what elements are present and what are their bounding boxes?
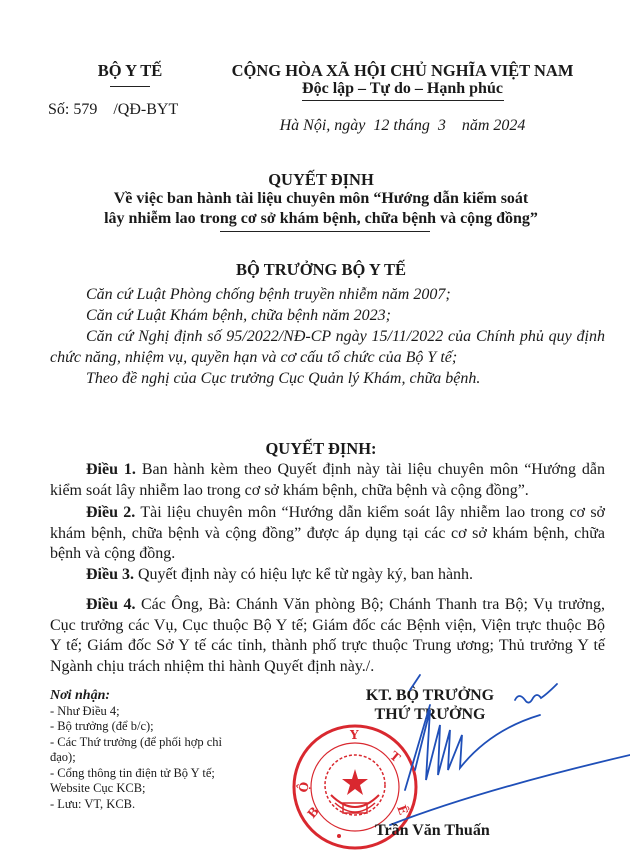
legal-basis-3: Căn cứ Nghị định số 95/2022/NĐ-CP ngày 15/11/2022 của Chính phủ quy định chức năng, nhiệm vụ, quyền hạn và cơ cấu tổ chức của Bộ Y tế; [50, 328, 605, 366]
national-motto: Độc lập – Tự do – Hạnh phúc [302, 80, 503, 97]
decision-heading: QUYẾT ĐỊNH: [265, 439, 377, 458]
recipient-item: - Cổng thông tin điện tử Bộ Y tế; [50, 765, 215, 780]
issuing-agency: BỘ Y TẾ [97, 61, 163, 80]
legal-basis-4: Theo đề nghị của Cục trưởng Cục Quản lý Khám, chữa bệnh. [86, 370, 481, 387]
issuing-authority: BỘ TRƯỞNG BỘ Y TẾ [236, 260, 406, 279]
recipient-item: - Bộ trưởng (để b/c); [50, 719, 154, 733]
national-title: CỘNG HÒA XÃ HỘI CHỦ NGHĨA VIỆT NAM [231, 61, 574, 80]
article-text: Quyết định này có hiệu lực kể từ ngày ký, ban hành. [134, 566, 474, 583]
document-number: Số: 579 /QĐ-BYT [48, 101, 179, 118]
recipient-item: - Như Điều 4; [50, 703, 120, 718]
signatory-title-2: THỨ TRƯỞNG [374, 706, 486, 723]
article-label: Điều 1. [86, 461, 136, 478]
legal-basis-1: Căn cứ Luật Phòng chống bệnh truyền nhiễm năm 2007; [86, 286, 451, 303]
document-title: QUYẾT ĐỊNH [268, 170, 374, 189]
article-text: Ban hành kèm theo Quyết định này tài liệu chuyên môn “Hướng dẫn kiểm soát lây nhiễm lao trong cơ sở khám bệnh, chữa bệnh và cộng đồng”. [50, 461, 606, 499]
svg-text:Ế: Ế [394, 803, 411, 817]
svg-text:T: T [387, 748, 403, 766]
svg-text:B: B [304, 804, 322, 821]
recipient-item: Website Cục KCB; [50, 781, 146, 795]
svg-text:Ộ: Ộ [296, 780, 312, 794]
recipients-heading: Nơi nhận: [50, 688, 111, 703]
article-label: Điều 4. [86, 596, 136, 613]
article-label: Điều 2. [86, 504, 136, 521]
signer-name: Trần Văn Thuấn [375, 822, 490, 839]
article-1 [50, 460, 605, 501]
article-3 [50, 565, 605, 586]
issue-date: Hà Nội, ngày 12 tháng 3 năm 2024 [279, 117, 526, 134]
article-2 [50, 503, 605, 565]
motto-underline [302, 100, 504, 101]
article-text: Tài liệu chuyên môn “Hướng dẫn kiểm soát lây nhiễm lao trong cơ sở khám bệnh, chữa bệnh và cộng đồng” được áp dụng tại các cơ sở khám bệnh, chữa bệnh và cộng đồng. [50, 504, 606, 562]
signatory-title-1: KT. BỘ TRƯỞNG [365, 687, 495, 704]
handwritten-signature-icon [330, 650, 630, 850]
recipients-list [50, 688, 250, 812]
legal-basis-2: Căn cứ Luật Khám bệnh, chữa bệnh năm 2023; [86, 307, 391, 324]
svg-text:Y: Y [350, 728, 359, 742]
article-label: Điều 3. [86, 566, 134, 583]
recipient-item: - Các Thứ trưởng (để phối hợp chỉ đạo); [50, 734, 222, 764]
article-text: Các Ông, Bà: Chánh Văn phòng Bộ; Chánh Thanh tra Bộ; Vụ trưởng, Cục trưởng các Vụ, Cục thuộc Bộ Y tế; Giám đốc các Bệnh viện, Viện trực thuộc Bộ Y tế; Giám đốc Sở Y tế các tỉnh, thành phố trực thuộc Trung ương; Thủ trưởng Y tế Ngành chịu trách nhiệm thi hành Quyết định này./. [50, 596, 605, 675]
subtitle-underline [220, 231, 430, 232]
document-subtitle-line1: Về việc ban hành tài liệu chuyên môn “Hướng dẫn kiểm soát [113, 190, 529, 207]
recipient-item: - Lưu: VT, KCB. [50, 796, 136, 811]
agency-underline [110, 86, 150, 87]
document-subtitle-line2: lây nhiễm lao trong cơ sở khám bệnh, chữa bệnh và cộng đồng” [104, 210, 538, 227]
